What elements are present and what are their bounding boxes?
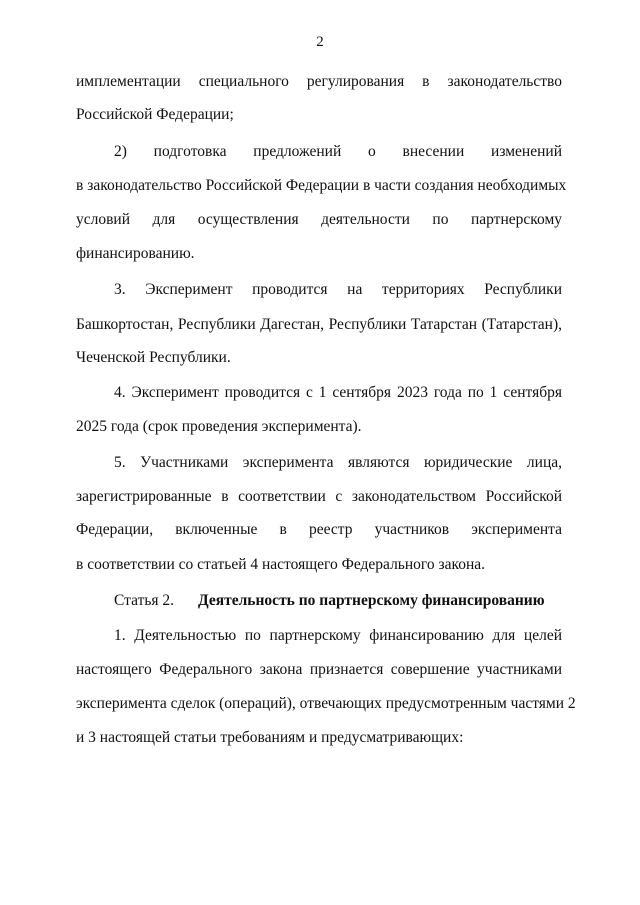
page-number: 2 (316, 34, 324, 50)
paragraph-line: 4. Эксперимент проводится с 1 сентября 2023 года по 1 сентября (114, 384, 562, 401)
paragraph-line: 1. Деятельностью по партнерскому финансированию для целей (114, 627, 562, 644)
paragraph-line: условий для осуществления деятельности по партнерскому (76, 211, 562, 228)
paragraph-line: Федерации, включенные в реестр участников эксперимента (76, 521, 562, 538)
paragraph-line: эксперимента сделок (операций), отвечающих предусмотренным частями 2 (76, 695, 576, 712)
article-number: Статья 2. (114, 592, 175, 609)
paragraph-line: 3. Эксперимент проводится на территориях Республики (114, 281, 562, 298)
paragraph-line: настоящего Федерального закона признается совершение участниками (76, 661, 562, 678)
paragraph-line: и 3 настоящей статьи требованиям и предусматривающих: (76, 729, 464, 746)
paragraph-line: в законодательство Российской Федерации в части создания необходимых (76, 177, 567, 194)
article-title: Деятельность по партнерскому финансированию (198, 592, 545, 609)
paragraph-line: имплементации специального регулирования в законодательство (76, 73, 562, 90)
paragraph-line: в соответствии со статьей 4 настоящего Федерального закона. (76, 556, 486, 573)
paragraph-line: Башкортостан, Республики Дагестан, Республики Татарстан (Татарстан), (76, 316, 562, 333)
paragraph-line: 2025 года (срок проведения эксперимента). (76, 418, 362, 435)
article-heading (114, 592, 562, 610)
paragraph-line: 2) подготовка предложений о внесении изменений (114, 143, 562, 160)
paragraph-line: Чеченской Республики. (76, 349, 231, 366)
paragraph-line: 5. Участниками эксперимента являются юридические лица, (114, 454, 562, 471)
paragraph-line: финансированию. (76, 245, 195, 262)
paragraph-line: Российской Федерации; (76, 106, 234, 123)
paragraph-line: зарегистрированные в соответствии с законодательством Российской (76, 488, 562, 505)
